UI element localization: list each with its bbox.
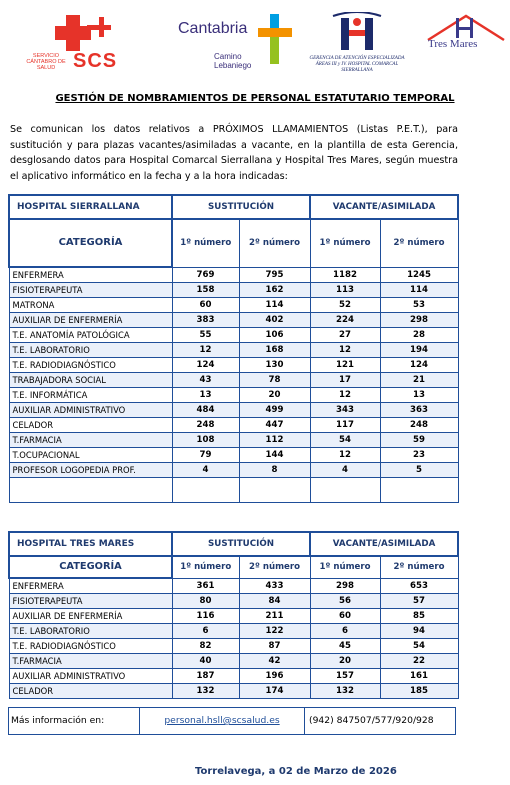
scs-cross-icon <box>55 15 91 51</box>
empty-cell <box>380 478 458 503</box>
sust-1-cell: 43 <box>172 373 239 388</box>
vac-1-cell: 20 <box>310 654 380 669</box>
vac-1-cell: 298 <box>310 578 380 594</box>
sust-2-cell: 112 <box>239 433 310 448</box>
sust-1-cell: 40 <box>172 654 239 669</box>
vac-1-cell: 45 <box>310 639 380 654</box>
table-row <box>9 373 458 388</box>
sust-2-cell: 433 <box>239 578 310 594</box>
cantabria-logo-text: Cantabria <box>178 20 248 37</box>
sust-2-cell: 130 <box>239 358 310 373</box>
category-cell: FISIOTERAPEUTA <box>9 594 172 609</box>
vac-1-cell: 1182 <box>310 267 380 283</box>
table-row <box>9 388 458 403</box>
sust-1-cell: 248 <box>172 418 239 433</box>
table-row <box>9 283 458 298</box>
sust-1-cell: 55 <box>172 328 239 343</box>
sust-2-cell: 42 <box>239 654 310 669</box>
sust-2-cell: 447 <box>239 418 310 433</box>
cantabria-logo-subtext: Camino Lebaniego <box>214 52 252 70</box>
empty-cell <box>172 478 239 503</box>
table-row <box>9 684 458 699</box>
category-cell: T.E. LABORATORIO <box>9 624 172 639</box>
sust-1-cell: 79 <box>172 448 239 463</box>
intro-paragraph: Se comunican los datos relativos a PRÓXIMOS LLAMAMIENTOS (Listas P.E.T.), para sustitución y para plazas vacantes/asimiladas a vacante, en la plantilla de esta Gerencia, desglosando datos para Hospital Comarcal Sierrallana y Hospital Tres Mares, según muestra el aplicativo informático en la fecha y a la hora indicadas: <box>10 124 458 182</box>
tres-mares-logo-text: Tres Mares <box>428 38 478 50</box>
vac-2-cell: 298 <box>380 313 458 328</box>
category-cell: AUXILIAR DE ENFERMERÍA <box>9 609 172 624</box>
sust-2-cell: 211 <box>239 609 310 624</box>
vac-1-cell: 6 <box>310 624 380 639</box>
vac-2-cell: 363 <box>380 403 458 418</box>
sust-1-cell: 383 <box>172 313 239 328</box>
scs-logo-text: SCS <box>73 50 118 72</box>
vac-2-cell: 22 <box>380 654 458 669</box>
sust-2-cell: 20 <box>239 388 310 403</box>
vac-1-cell: 12 <box>310 343 380 358</box>
vac-2-cell: 5 <box>380 463 458 478</box>
column-header-vac-2: 2º número <box>380 556 458 578</box>
table-row <box>9 654 458 669</box>
header-logos <box>0 0 510 86</box>
category-cell: AUXILIAR ADMINISTRATIVO <box>9 403 172 418</box>
scs-logo <box>17 12 129 78</box>
vac-2-cell: 21 <box>380 373 458 388</box>
sust-1-cell: 4 <box>172 463 239 478</box>
contact-phone: (942) 847507/577/920/928 <box>309 715 434 726</box>
cantabria-logo <box>178 14 290 74</box>
categoria-header: CATEGORÍA <box>9 219 172 267</box>
sust-2-cell: 168 <box>239 343 310 358</box>
sust-1-cell: 108 <box>172 433 239 448</box>
table-row <box>9 298 458 313</box>
table-row <box>9 448 458 463</box>
contact-email-link[interactable]: personal.hsll@scsalud.es <box>140 708 305 734</box>
category-cell: T.E. LABORATORIO <box>9 343 172 358</box>
sust-2-cell: 114 <box>239 298 310 313</box>
table-row <box>9 609 458 624</box>
sustitucion-header: SUSTITUCIÓN <box>172 195 310 219</box>
sust-1-cell: 82 <box>172 639 239 654</box>
sust-2-cell: 84 <box>239 594 310 609</box>
column-header-vac-2: 2º número <box>380 219 458 267</box>
empty-cell <box>9 478 172 503</box>
vac-2-cell: 59 <box>380 433 458 448</box>
sust-1-cell: 124 <box>172 358 239 373</box>
table-row <box>9 463 458 478</box>
gerencia-logo <box>303 12 411 82</box>
vac-2-cell: 94 <box>380 624 458 639</box>
category-cell: CELADOR <box>9 418 172 433</box>
sust-2-cell: 87 <box>239 639 310 654</box>
sust-1-cell: 12 <box>172 343 239 358</box>
table-row <box>9 578 458 594</box>
table-row <box>9 624 458 639</box>
sust-1-cell: 484 <box>172 403 239 418</box>
category-cell: MATRONA <box>9 298 172 313</box>
sust-2-cell: 499 <box>239 403 310 418</box>
vac-2-cell: 85 <box>380 609 458 624</box>
sust-1-cell: 769 <box>172 267 239 283</box>
category-cell: T.FARMACIA <box>9 433 172 448</box>
footer-date: Torrelavega, a 02 de Marzo de 2026 <box>195 766 397 777</box>
vac-2-cell: 28 <box>380 328 458 343</box>
vac-2-cell: 248 <box>380 418 458 433</box>
sust-2-cell: 174 <box>239 684 310 699</box>
vac-1-cell: 54 <box>310 433 380 448</box>
scs-logo-small-text: SERVICIO CÁNTABRO DE SALUD <box>26 53 66 71</box>
category-cell: TRABAJADORA SOCIAL <box>9 373 172 388</box>
gerencia-emblem-icon <box>303 12 411 56</box>
vac-2-cell: 54 <box>380 639 458 654</box>
vac-1-cell: 4 <box>310 463 380 478</box>
sust-1-cell: 132 <box>172 684 239 699</box>
sust-1-cell: 13 <box>172 388 239 403</box>
category-cell: ENFERMERA <box>9 578 172 594</box>
vac-2-cell: 161 <box>380 669 458 684</box>
sust-2-cell: 196 <box>239 669 310 684</box>
vac-1-cell: 52 <box>310 298 380 313</box>
hospital-name: HOSPITAL SIERRALLANA <box>9 195 172 219</box>
sustitucion-header: SUSTITUCIÓN <box>172 532 310 556</box>
vac-2-cell: 23 <box>380 448 458 463</box>
category-cell: AUXILIAR DE ENFERMERÍA <box>9 313 172 328</box>
sierrallana-table <box>8 194 459 503</box>
vac-1-cell: 27 <box>310 328 380 343</box>
table-row <box>9 594 458 609</box>
sust-1-cell: 158 <box>172 283 239 298</box>
sust-2-cell: 402 <box>239 313 310 328</box>
sust-1-cell: 6 <box>172 624 239 639</box>
sust-2-cell: 78 <box>239 373 310 388</box>
tres-mares-table <box>8 531 459 699</box>
column-header-sust-2: 2º número <box>239 219 310 267</box>
sust-2-cell: 106 <box>239 328 310 343</box>
vac-1-cell: 113 <box>310 283 380 298</box>
vac-1-cell: 343 <box>310 403 380 418</box>
table-row <box>9 418 458 433</box>
category-cell: T.FARMACIA <box>9 654 172 669</box>
category-cell: T.E. INFORMÁTICA <box>9 388 172 403</box>
vac-2-cell: 57 <box>380 594 458 609</box>
table-row <box>9 358 458 373</box>
vacante-header: VACANTE/ASIMILADA <box>310 195 458 219</box>
table-row <box>9 328 458 343</box>
sust-1-cell: 116 <box>172 609 239 624</box>
cantabria-cross-icon <box>258 14 292 64</box>
table-row <box>9 403 458 418</box>
vac-1-cell: 117 <box>310 418 380 433</box>
sust-1-cell: 187 <box>172 669 239 684</box>
vac-2-cell: 124 <box>380 358 458 373</box>
table-row <box>9 669 458 684</box>
vac-2-cell: 1245 <box>380 267 458 283</box>
table-row <box>9 313 458 328</box>
sust-1-cell: 361 <box>172 578 239 594</box>
categoria-header: CATEGORÍA <box>9 556 172 578</box>
document-title: GESTIÓN DE NOMBRAMIENTOS DE PERSONAL ESTATUTARIO TEMPORAL <box>55 93 455 104</box>
sust-2-cell: 144 <box>239 448 310 463</box>
table-row <box>9 433 458 448</box>
vac-1-cell: 224 <box>310 313 380 328</box>
table-row <box>9 639 458 654</box>
vacante-header: VACANTE/ASIMILADA <box>310 532 458 556</box>
sust-1-cell: 60 <box>172 298 239 313</box>
sust-2-cell: 162 <box>239 283 310 298</box>
category-cell: T.E. RADIODIAGNÓSTICO <box>9 639 172 654</box>
vac-1-cell: 157 <box>310 669 380 684</box>
column-header-sust-1: 1º número <box>172 219 239 267</box>
empty-cell <box>239 478 310 503</box>
vac-1-cell: 132 <box>310 684 380 699</box>
tres-mares-logo <box>424 14 508 66</box>
table-row <box>9 267 458 283</box>
vac-1-cell: 17 <box>310 373 380 388</box>
vac-1-cell: 12 <box>310 448 380 463</box>
sust-2-cell: 795 <box>239 267 310 283</box>
vac-2-cell: 13 <box>380 388 458 403</box>
column-header-vac-1: 1º número <box>310 219 380 267</box>
gerencia-logo-text: GERENCIA DE ATENCIÓN ESPECIALIZADA ÁREAS III y IV. HOSPITAL COMARCAL SIERRALLANA <box>309 56 405 73</box>
vac-1-cell: 121 <box>310 358 380 373</box>
category-cell: CELADOR <box>9 684 172 699</box>
vac-1-cell: 56 <box>310 594 380 609</box>
category-cell: FISIOTERAPEUTA <box>9 283 172 298</box>
contact-info-box <box>8 707 456 735</box>
table-row <box>9 343 458 358</box>
category-cell: ENFERMERA <box>9 267 172 283</box>
contact-label: Más información en: <box>9 708 140 734</box>
column-header-sust-1: 1º número <box>172 556 239 578</box>
category-cell: T.E. ANATOMÍA PATOLÓGICA <box>9 328 172 343</box>
category-cell: AUXILIAR ADMINISTRATIVO <box>9 669 172 684</box>
hospital-name: HOSPITAL TRES MARES <box>9 532 172 556</box>
sust-1-cell: 80 <box>172 594 239 609</box>
vac-2-cell: 53 <box>380 298 458 313</box>
sust-2-cell: 8 <box>239 463 310 478</box>
vac-1-cell: 60 <box>310 609 380 624</box>
vac-2-cell: 114 <box>380 283 458 298</box>
vac-2-cell: 194 <box>380 343 458 358</box>
category-cell: T.OCUPACIONAL <box>9 448 172 463</box>
column-header-vac-1: 1º número <box>310 556 380 578</box>
vac-2-cell: 653 <box>380 578 458 594</box>
column-header-sust-2: 2º número <box>239 556 310 578</box>
category-cell: PROFESOR LOGOPEDIA PROF. <box>9 463 172 478</box>
vac-1-cell: 12 <box>310 388 380 403</box>
sust-2-cell: 122 <box>239 624 310 639</box>
category-cell: T.E. RADIODIAGNÓSTICO <box>9 358 172 373</box>
vac-2-cell: 185 <box>380 684 458 699</box>
empty-cell <box>310 478 380 503</box>
